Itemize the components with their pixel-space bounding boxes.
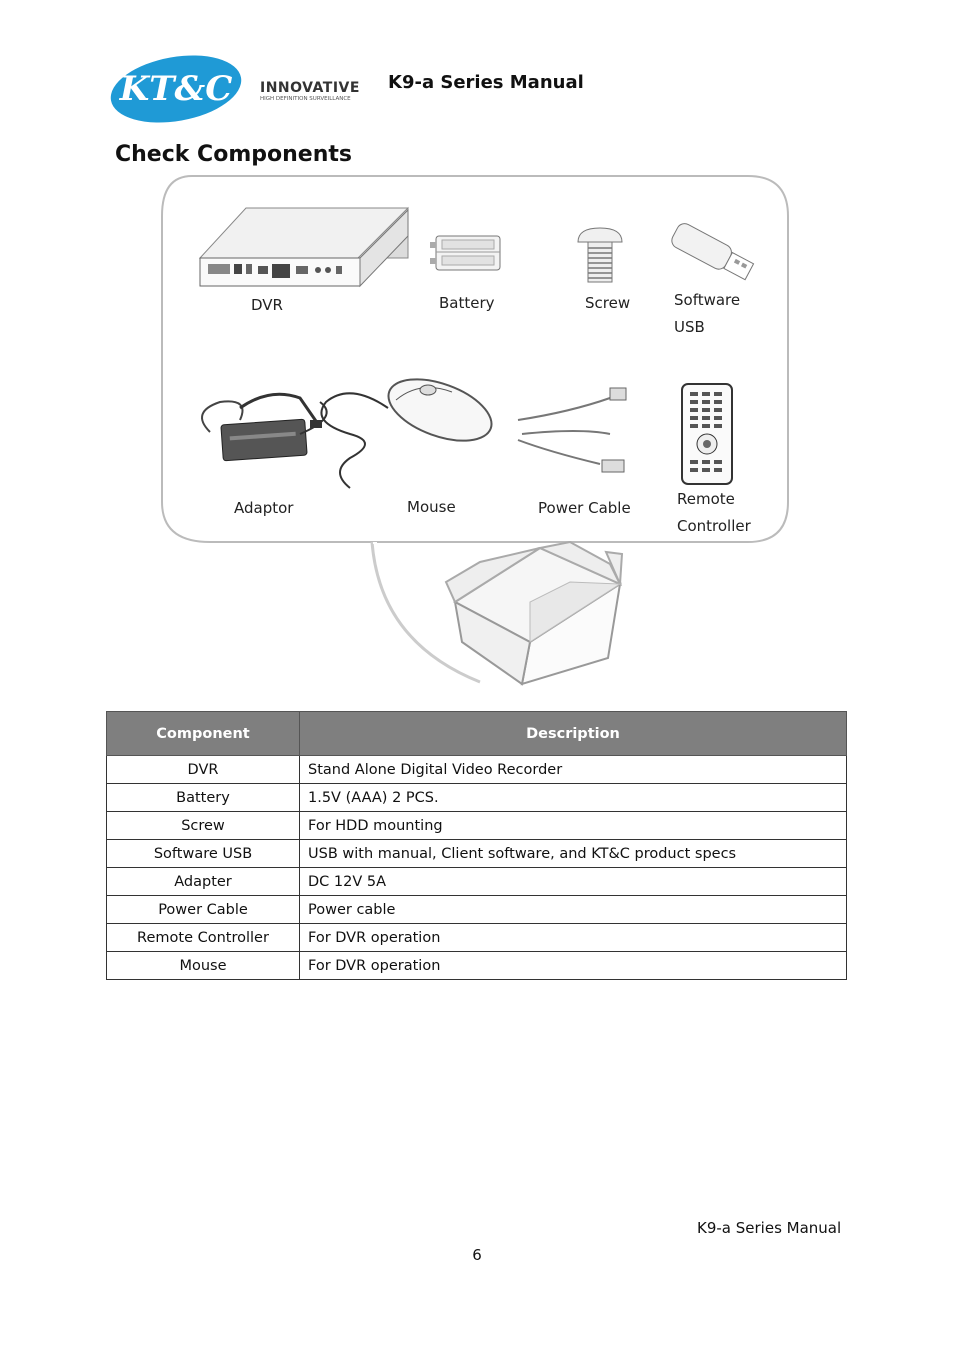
label-remote-line2: Controller: [677, 517, 751, 535]
footer-title: K9-a Series Manual: [697, 1219, 842, 1237]
table-row: [107, 812, 847, 840]
label-software-usb-line2: USB: [674, 318, 705, 336]
logo-text: KT&C: [119, 69, 233, 109]
label-software-usb-line1: Software: [674, 291, 741, 309]
table-row: [107, 840, 847, 868]
table-row: [107, 952, 847, 980]
cell-description: 1.5V (AAA) 2 PCS.: [300, 784, 847, 812]
table-row: [107, 784, 847, 812]
cell-component: Power Cable: [107, 896, 300, 924]
logo-innovative: INNOVATIVE: [260, 80, 360, 96]
cell-description: Stand Alone Digital Video Recorder: [300, 756, 847, 784]
cell-description: USB with manual, Client software, and KT&C product specs: [300, 840, 847, 868]
cell-component: Screw: [107, 812, 300, 840]
cell-component: Battery: [107, 784, 300, 812]
cell-description: DC 12V 5A: [300, 868, 847, 896]
cell-component: Adapter: [107, 868, 300, 896]
table-row: [107, 756, 847, 784]
label-software-usb: [674, 287, 740, 341]
label-remote-line1: Remote: [677, 490, 735, 508]
components-illustration: [150, 172, 800, 687]
cell-description: For HDD mounting: [300, 812, 847, 840]
label-mouse: Mouse: [407, 498, 456, 516]
label-power-cable: Power Cable: [538, 499, 631, 517]
remote-icon: [682, 384, 732, 484]
ktc-logo: [106, 54, 368, 124]
page-number: 6: [472, 1246, 482, 1264]
label-adaptor: Adaptor: [234, 499, 294, 517]
cell-description: For DVR operation: [300, 952, 847, 980]
cell-component: Software USB: [107, 840, 300, 868]
cell-component: DVR: [107, 756, 300, 784]
table-row: [107, 924, 847, 952]
header-component: Component: [107, 712, 300, 756]
cell-component: Remote Controller: [107, 924, 300, 952]
section-title: Check Components: [115, 142, 352, 167]
cell-description: Power cable: [300, 896, 847, 924]
label-dvr: DVR: [251, 296, 283, 314]
document-title: K9-a Series Manual: [388, 72, 584, 93]
label-battery: Battery: [439, 294, 495, 312]
table-row: [107, 896, 847, 924]
box-icon: [446, 542, 622, 684]
table-header-row: [107, 712, 847, 756]
cell-component: Mouse: [107, 952, 300, 980]
table-row: [107, 868, 847, 896]
logo-tagline: HIGH DEFINITION SURVEILLANCE: [260, 96, 351, 102]
label-remote-controller: [677, 486, 751, 540]
components-table: [106, 711, 847, 980]
cell-description: For DVR operation: [300, 924, 847, 952]
battery-icon: [430, 236, 500, 270]
label-screw: Screw: [585, 294, 631, 312]
header-description: Description: [300, 712, 847, 756]
